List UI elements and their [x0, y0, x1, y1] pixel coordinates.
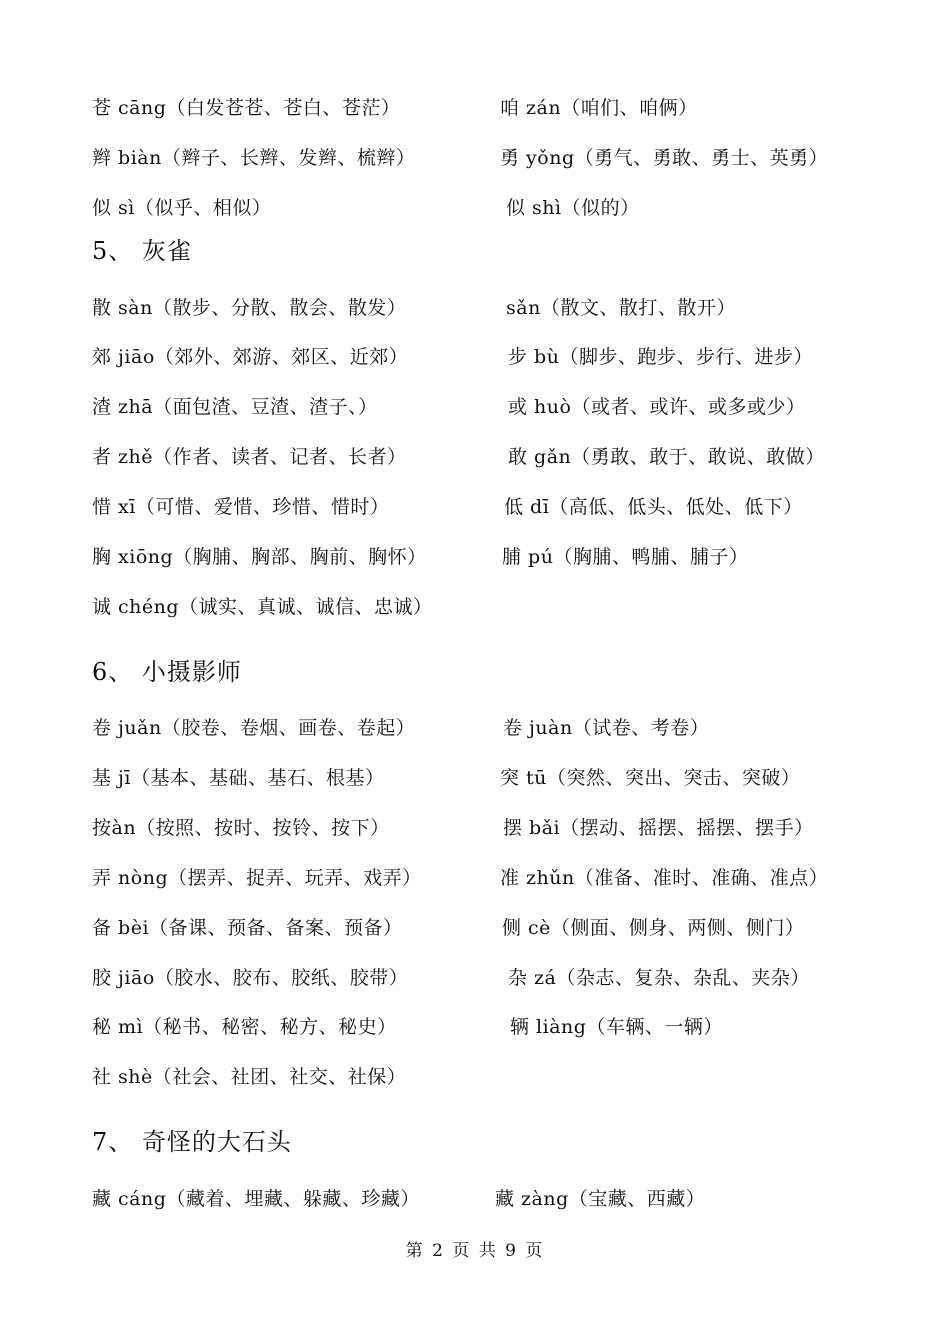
entry-zan: 咱 zán（咱们、咱俩）: [500, 97, 698, 119]
entry-liang: 辆 liàng（车辆、一辆）: [510, 1016, 723, 1038]
entry-zha: 渣 zhā（面包渣、豆渣、渣子、）: [92, 396, 378, 418]
entry-zang: 藏 zàng（宝藏、西藏）: [495, 1188, 706, 1210]
entry-di: 低 dī（高低、低头、低处、低下）: [504, 496, 803, 518]
entry-gan: 敢 gǎn（勇敢、敢于、敢说、敢做）: [508, 446, 825, 468]
entry-jiao-suburb: 郊 jiāo（郊外、郊游、郊区、近郊）: [92, 346, 409, 368]
entry-pu: 脯 pú（胸脯、鸭脯、脯子）: [502, 546, 749, 568]
entry-zhe: 者 zhě（作者、读者、记者、长者）: [92, 446, 407, 468]
entry-san4: 散 sàn（散步、分散、散会、散发）: [92, 297, 407, 319]
entry-cang2: 藏 cáng（藏着、埋藏、躲藏、珍藏）: [92, 1188, 420, 1210]
entry-san3: sǎn（散文、散打、散开）: [506, 297, 736, 319]
entry-bai: 摆 bǎi（摆动、摇摆、摇摆、摆手）: [503, 817, 814, 839]
entry-huo: 或 huò（或者、或许、或多或少）: [508, 396, 806, 418]
entry-bu: 步 bù（脚步、跑步、步行、进步）: [508, 346, 813, 368]
entry-za: 杂 zá（杂志、复杂、杂乱、夹杂）: [508, 967, 810, 989]
entry-she: 社 shè（社会、社团、社交、社保）: [92, 1066, 407, 1088]
entry-mi: 秘 mì（秘书、秘密、秘方、秘史）: [92, 1016, 397, 1038]
entry-juan4: 卷 juàn（试卷、考卷）: [503, 717, 710, 739]
page-footer: 第 2 页 共 9 页: [405, 1241, 545, 1261]
entry-bei: 备 bèi（备课、预备、备案、预备）: [92, 917, 403, 939]
entry-nong: 弄 nòng（摆弄、捉弄、玩弄、戏弄）: [92, 867, 422, 889]
entry-jiao-glue: 胶 jiāo（胶水、胶布、胶纸、胶带）: [92, 967, 409, 989]
entry-yong: 勇 yǒng（勇气、勇敢、勇士、英勇）: [500, 147, 829, 169]
entry-cang: 苍 cāng（白发苍苍、苍白、苍茫）: [92, 97, 401, 119]
entry-xiong: 胸 xiōng（胸脯、胸部、胸前、胸怀）: [92, 546, 427, 568]
entry-zhun: 准 zhǔn（准备、准时、准确、准点）: [500, 867, 829, 889]
section-heading-7: 7、 奇怪的大石头: [92, 1128, 292, 1156]
entry-ce: 侧 cè（侧面、侧身、两侧、侧门）: [502, 917, 805, 939]
entry-xi: 惜 xī（可惜、爱惜、珍惜、惜时）: [92, 496, 390, 518]
entry-ji: 基 jī（基本、基础、基石、根基）: [92, 767, 385, 789]
entry-tu: 突 tū（突然、突出、突击、突破）: [500, 767, 801, 789]
entry-an: 按àn（按照、按时、按铃、按下）: [92, 817, 390, 839]
section-heading-6: 6、 小摄影师: [92, 658, 242, 686]
entry-si: 似 sì（似乎、相似）: [92, 197, 272, 219]
section-heading-5: 5、 灰雀: [92, 237, 192, 265]
entry-bian: 辫 biàn（辫子、长辫、发辫、梳辫）: [92, 147, 416, 169]
entry-shi: 似 shì（似的）: [506, 197, 640, 219]
entry-juan3: 卷 juǎn（胶卷、卷烟、画卷、卷起）: [92, 717, 416, 739]
entry-cheng: 诚 chéng（诚实、真诚、诚信、忠诚）: [92, 596, 433, 618]
